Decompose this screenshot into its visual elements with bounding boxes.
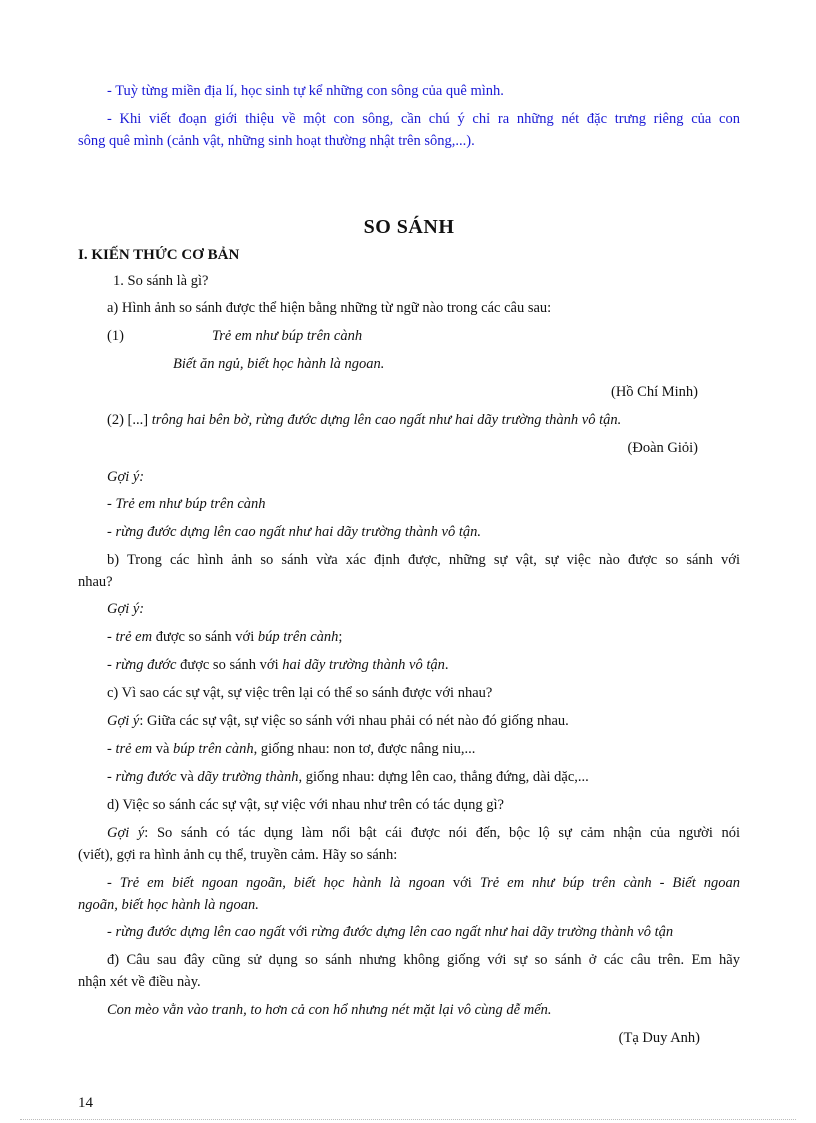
hint-b-2-end: . bbox=[444, 657, 449, 673]
compare-1-second: Trẻ em như búp trên cành - Biết ngoan bbox=[479, 875, 740, 891]
example-3: Con mèo vằn vào tranh, to hơn cả con hổ nhưng nét mặt lại vô cùng dễ mến. bbox=[107, 1002, 552, 1018]
page-number: 14 bbox=[78, 1095, 93, 1111]
hint-b-1 bbox=[107, 626, 740, 648]
example-2 bbox=[107, 409, 740, 431]
question-1: 1. So sánh là gì? bbox=[113, 273, 209, 289]
blue-note-2-line2: sông quê mình (cảnh vật, những sinh hoạt thường nhật trên sông,...). bbox=[78, 133, 475, 149]
hint-d-line1 bbox=[107, 822, 740, 844]
compare-2-connector: với bbox=[285, 924, 312, 940]
hint-b-1-object: búp trên cành bbox=[257, 629, 339, 645]
compare-1-connector: với bbox=[444, 875, 480, 891]
hint-c-1-connector: và bbox=[152, 741, 174, 757]
hint-d-label: Gợi ý bbox=[107, 825, 145, 841]
question-c: c) Vì sao các sự vật, sự việc trên lại có thể so sánh được với nhau? bbox=[107, 685, 493, 701]
compare-2 bbox=[107, 921, 740, 943]
hint-d-line2: (viết), gợi ra hình ảnh cụ thể, truyền cảm. Hãy so sánh: bbox=[78, 847, 398, 863]
hint-c-1 bbox=[107, 738, 740, 760]
question-e-line1: đ) Câu sau đây cũng sử dụng so sánh nhưng không giống với sự so sánh ở các câu trên. Em hãy bbox=[107, 952, 740, 968]
hint-d-text1: : So sánh có tác dụng làm nổi bật cái được nói đến, bộc lộ sự cảm nhận của người nói bbox=[144, 825, 740, 841]
blue-note-1: - Tuỳ từng miền địa lí, học sinh tự kể những con sông của quê mình. bbox=[107, 83, 504, 99]
question-b-line2: nhau? bbox=[78, 574, 113, 590]
hint-label-a: Gợi ý: bbox=[107, 469, 145, 485]
example-1-author: (Hồ Chí Minh) bbox=[611, 384, 698, 400]
hint-c-2-connector: và bbox=[176, 769, 198, 785]
hint-c-label: Gợi ý bbox=[107, 713, 140, 729]
question-e-line2: nhận xét về điều này. bbox=[78, 974, 201, 990]
compare-1-first: - Trẻ em biết ngoan ngoãn, biết học hành là ngoan bbox=[107, 875, 445, 891]
compare-1-line1 bbox=[107, 872, 740, 894]
compare-1-line2: ngoãn, biết học hành là ngoan. bbox=[78, 897, 259, 913]
hint-c-2-similarity: , giống nhau: dựng lên cao, thẳng đứng, dài dặc,... bbox=[298, 769, 589, 785]
hint-c-2-object: dãy trường thành bbox=[197, 769, 299, 785]
blue-note-2-line1: - Khi viết đoạn giới thiệu về một con sông, cần chú ý chỉ ra những nét đặc trưng riêng của con bbox=[107, 111, 740, 127]
hint-b-1-subject: - trẻ em bbox=[107, 629, 153, 645]
hint-b-2-subject: - rừng đước bbox=[107, 657, 177, 673]
hint-label-b: Gợi ý: bbox=[107, 601, 145, 617]
question-b-line1: b) Trong các hình ảnh so sánh vừa xác định được, những sự vật, sự việc nào được so sánh với bbox=[107, 552, 740, 568]
hint-b-2-object: hai dãy trường thành vô tận bbox=[282, 657, 445, 673]
hint-c-2 bbox=[107, 766, 740, 788]
hint-c bbox=[107, 710, 740, 732]
hint-c-1-subject: - trẻ em bbox=[107, 741, 153, 757]
example-3-author: (Tạ Duy Anh) bbox=[618, 1030, 700, 1046]
example-1-line2: Biết ăn ngủ, biết học hành là ngoan. bbox=[173, 356, 385, 372]
hint-c-1-similarity: , giống nhau: non tơ, được nâng niu,... bbox=[253, 741, 476, 757]
example-2-author: (Đoàn Giỏi) bbox=[627, 440, 698, 456]
compare-2-second: rừng đước dựng lên cao ngất như hai dãy trường thành vô tận bbox=[311, 924, 674, 940]
hint-a-1: - Trẻ em như búp trên cành bbox=[107, 496, 266, 512]
hint-b-1-end: ; bbox=[338, 629, 343, 645]
example-2-text: trông hai bên bờ, rừng đước dựng lên cao ngất như hai dãy trường thành vô tận. bbox=[151, 412, 622, 428]
bottom-divider bbox=[20, 1119, 796, 1120]
hint-c-1-object: búp trên cành bbox=[173, 741, 254, 757]
hint-c-text: : Giữa các sự vật, sự việc so sánh với nhau phải có nét nào đó giống nhau. bbox=[139, 713, 569, 729]
hint-b-1-connector: được so sánh với bbox=[152, 629, 258, 645]
example-2-prefix: (2) [...] bbox=[107, 412, 152, 428]
question-a: a) Hình ảnh so sánh được thể hiện bằng những từ ngữ nào trong các câu sau: bbox=[107, 300, 552, 316]
page-title: SO SÁNH bbox=[363, 216, 455, 238]
hint-a-2: - rừng đước dựng lên cao ngất như hai dãy trường thành vô tận. bbox=[107, 524, 481, 540]
question-d: d) Việc so sánh các sự vật, sự việc với nhau như trên có tác dụng gì? bbox=[107, 797, 504, 813]
hint-b-2 bbox=[107, 654, 740, 676]
hint-b-2-connector: được so sánh với bbox=[176, 657, 283, 673]
example-1-number: (1) bbox=[107, 328, 124, 344]
compare-2-first: - rừng đước dựng lên cao ngất bbox=[107, 924, 286, 940]
hint-c-2-subject: - rừng đước bbox=[107, 769, 177, 785]
example-1-line1: Trẻ em như búp trên cành bbox=[212, 328, 363, 344]
section-heading: I. KIẾN THỨC CƠ BẢN bbox=[78, 247, 240, 263]
